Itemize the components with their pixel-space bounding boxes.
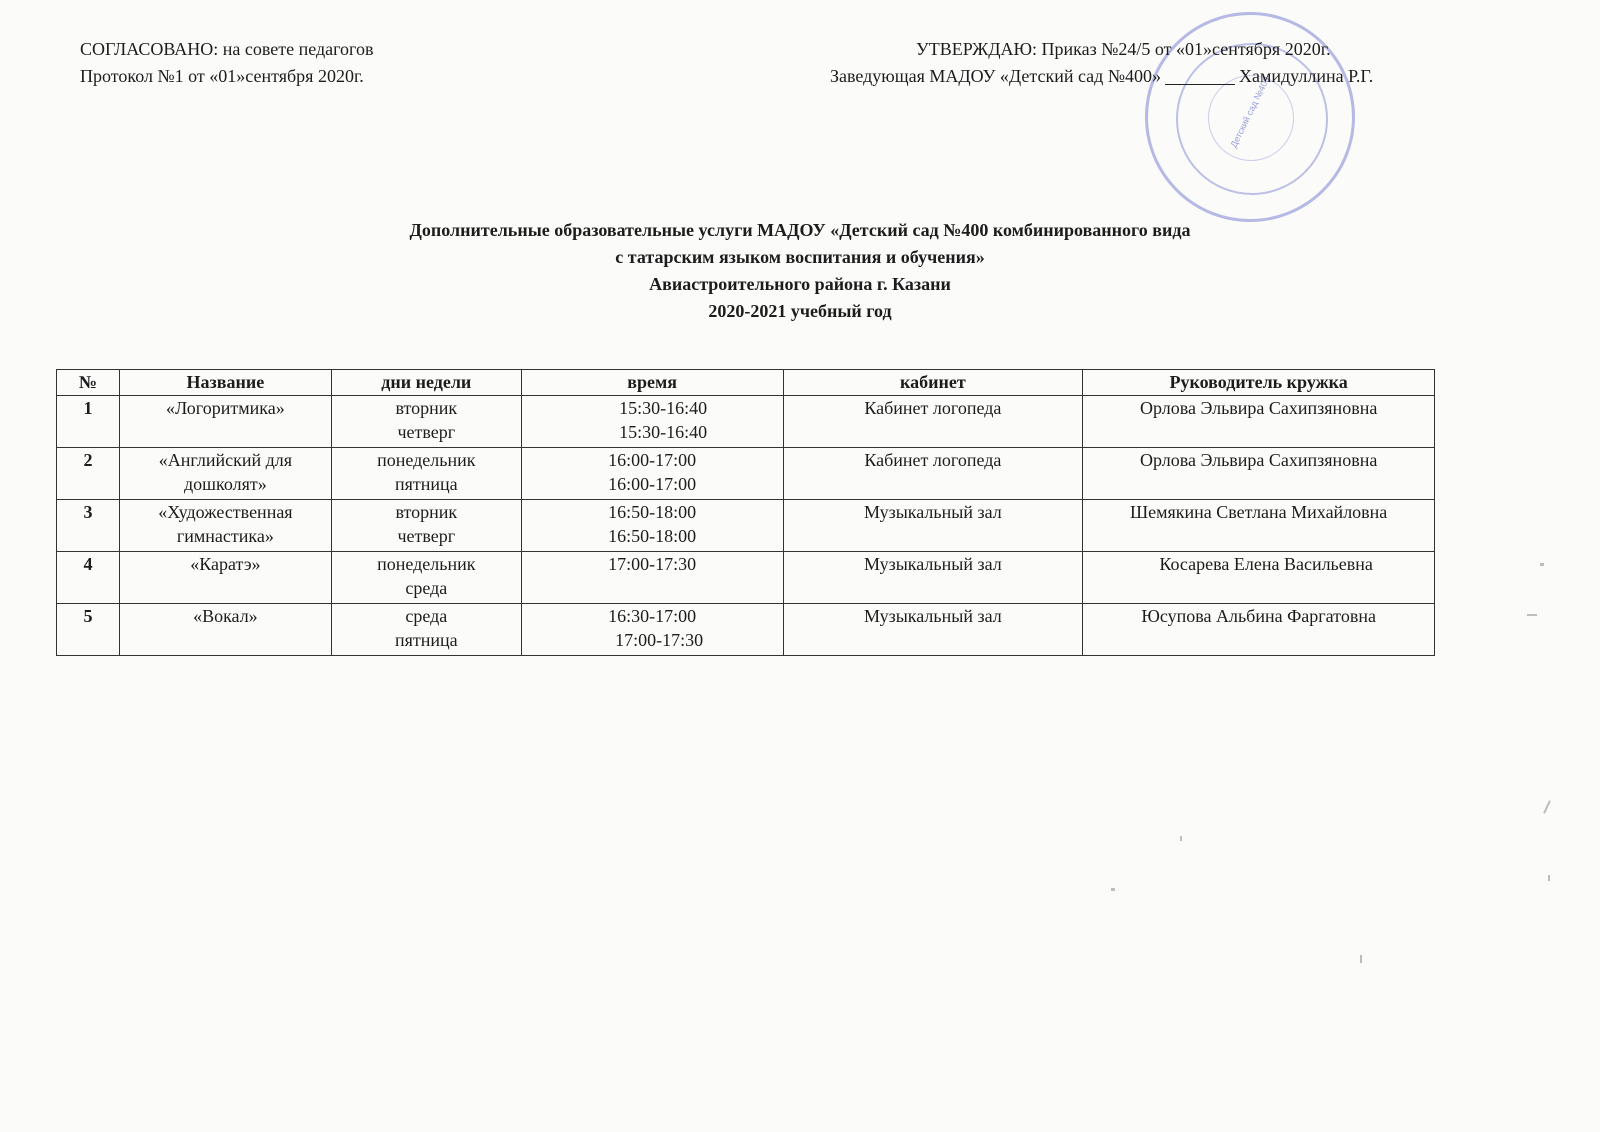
activity-name <box>119 448 331 500</box>
schedule-table <box>56 369 1435 656</box>
title-line-1: Дополнительные образовательные услуги МАДОУ «Детский сад №400 комбинированного вида <box>409 220 1191 240</box>
scan-speck <box>1527 614 1537 616</box>
approval-block <box>80 36 374 90</box>
time-1: 16:30-17:00 <box>608 606 697 626</box>
week-day-2: четверг <box>397 526 456 546</box>
time <box>521 500 783 552</box>
room: Музыкальный зал <box>783 500 1083 552</box>
leader: Шемякина Светлана Михайловна <box>1083 500 1435 552</box>
scan-speck <box>1111 888 1115 891</box>
time <box>521 396 783 448</box>
room: Музыкальный зал <box>783 552 1083 604</box>
approval-line-2: Протокол №1 от «01»сентября 2020г. <box>80 66 364 86</box>
director-position: Заведующая МАДОУ «Детский сад №400» <box>830 66 1162 86</box>
document-title <box>0 217 1600 325</box>
week-day-1: понедельник <box>377 554 476 574</box>
scan-speck <box>1548 875 1550 881</box>
week-days <box>331 448 521 500</box>
activity-name-line-1: «Английский для <box>158 450 293 470</box>
activity-name-line-2: дошколят» <box>184 474 267 494</box>
time-1: 16:00-17:00 <box>608 450 697 470</box>
week-day-1: вторник <box>395 398 458 418</box>
confirmation-line-1: УТВЕРЖДАЮ: Приказ №24/5 от «01»сентября 2020г. <box>916 39 1331 59</box>
scan-speck <box>1360 955 1362 963</box>
row-number: 1 <box>57 396 120 448</box>
room: Кабинет логопеда <box>783 396 1083 448</box>
director-name: Хамидуллина Р.Г. <box>1239 66 1374 86</box>
room: Кабинет логопеда <box>783 448 1083 500</box>
week-days <box>331 552 521 604</box>
confirmation-line-2 <box>830 63 1373 90</box>
signature-line <box>1165 66 1235 85</box>
activity-name-line-1: «Логоритмика» <box>166 398 285 418</box>
activity-name-line-1: «Каратэ» <box>190 554 261 574</box>
row-number: 2 <box>57 448 120 500</box>
activity-name <box>119 500 331 552</box>
table-row <box>57 604 1435 656</box>
room: Музыкальный зал <box>783 604 1083 656</box>
week-days <box>331 500 521 552</box>
title-line-2: с татарским языком воспитания и обучения» <box>615 247 985 267</box>
table-header-row <box>57 370 1435 396</box>
table-row <box>57 396 1435 448</box>
week-days <box>331 604 521 656</box>
row-number: 5 <box>57 604 120 656</box>
scan-speck <box>1543 800 1551 814</box>
time-1: 17:00-17:30 <box>608 554 697 574</box>
time-2: 15:30-16:40 <box>619 422 708 442</box>
activity-name <box>119 396 331 448</box>
week-day-2: пятница <box>394 474 458 494</box>
header-days: дни недели <box>331 370 521 396</box>
table-row <box>57 552 1435 604</box>
header-room: кабинет <box>783 370 1083 396</box>
activity-name-line-2: гимнастика» <box>176 526 274 546</box>
time-2: 16:00-17:00 <box>608 474 697 494</box>
row-number: 3 <box>57 500 120 552</box>
title-line-4: 2020-2021 учебный год <box>708 301 892 321</box>
time-1: 16:50-18:00 <box>608 502 697 522</box>
time-1: 15:30-16:40 <box>619 398 708 418</box>
time <box>521 448 783 500</box>
activity-name <box>119 604 331 656</box>
table-row <box>57 500 1435 552</box>
week-day-1: понедельник <box>377 450 476 470</box>
header-time: время <box>521 370 783 396</box>
week-day-1: вторник <box>395 502 458 522</box>
leader: Юсупова Альбина Фаргатовна <box>1083 604 1435 656</box>
week-days <box>331 396 521 448</box>
week-day-2: среда <box>405 578 448 598</box>
activity-name <box>119 552 331 604</box>
approval-line-1: СОГЛАСОВАНО: на совете педагогов <box>80 39 374 59</box>
stamp-text: Детский сад №400 <box>1228 74 1272 150</box>
header-name: Название <box>119 370 331 396</box>
header-leader: Руководитель кружка <box>1083 370 1435 396</box>
activity-name-line-1: «Вокал» <box>193 606 258 626</box>
scan-speck <box>1180 836 1182 841</box>
time <box>521 604 783 656</box>
header-number: № <box>57 370 120 396</box>
week-day-1: среда <box>405 606 448 626</box>
leader: Орлова Эльвира Сахипзяновна <box>1083 448 1435 500</box>
scan-speck <box>1540 563 1544 566</box>
leader: Орлова Эльвира Сахипзяновна <box>1083 396 1435 448</box>
week-day-2: пятница <box>394 630 458 650</box>
confirmation-block <box>830 36 1373 90</box>
row-number: 4 <box>57 552 120 604</box>
week-day-2: четверг <box>397 422 456 442</box>
time <box>521 552 783 604</box>
activity-name-line-1: «Художественная <box>158 502 293 522</box>
title-line-3: Авиастроительного района г. Казани <box>649 274 951 294</box>
time-2: 17:00-17:30 <box>615 630 704 650</box>
time-2: 16:50-18:00 <box>608 526 697 546</box>
table-row <box>57 448 1435 500</box>
leader: Косарева Елена Васильевна <box>1083 552 1435 604</box>
